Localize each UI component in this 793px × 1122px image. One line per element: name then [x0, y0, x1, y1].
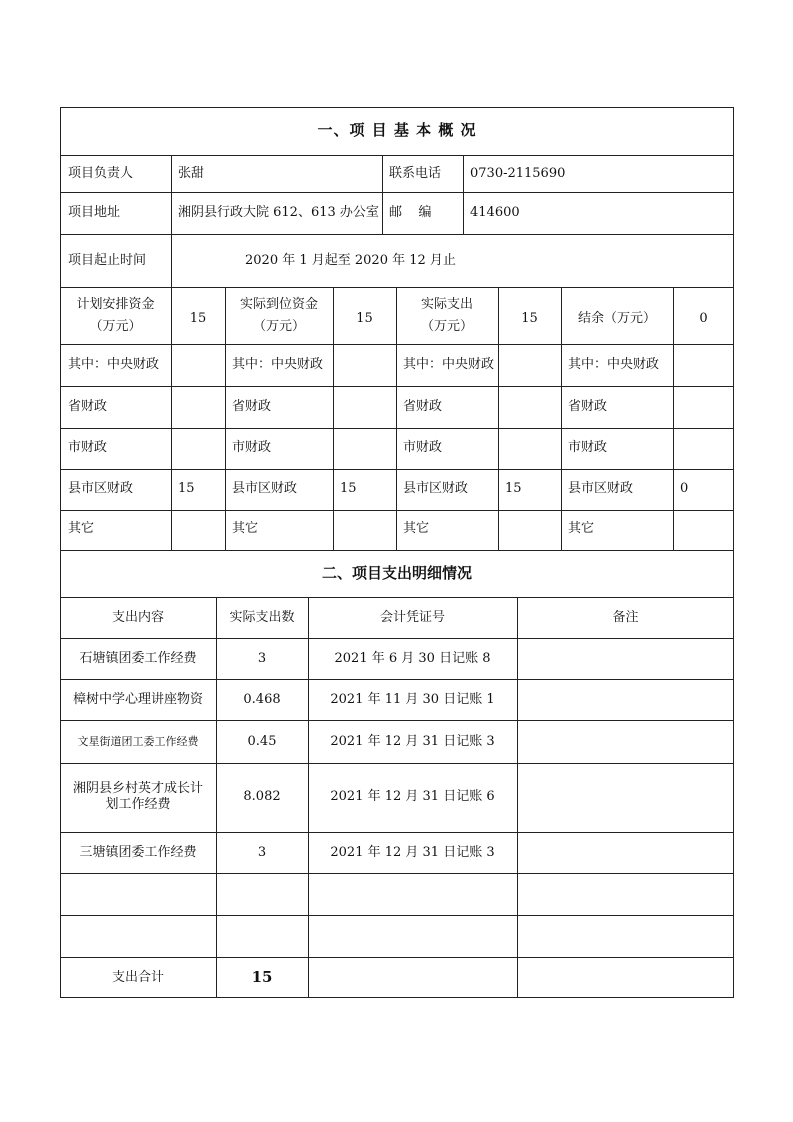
- rule: [60, 234, 734, 235]
- rule: [60, 597, 734, 598]
- expense-voucher: 2021 年 12 月 31 日记账 3: [330, 845, 495, 860]
- rule: [60, 469, 734, 470]
- breakdown-label-county: 县市区财政: [68, 481, 134, 496]
- section-title-details: 二、项目支出明细情况: [321, 564, 472, 582]
- rule: [60, 155, 734, 156]
- rule: [60, 550, 734, 551]
- county-actual-value: 15: [340, 481, 357, 496]
- actual-funds-value: 15: [356, 311, 373, 326]
- rule: [517, 597, 518, 998]
- county-planned-value: 15: [178, 481, 195, 496]
- address-label: 项目地址: [68, 205, 121, 220]
- breakdown-label-other: 其它: [68, 521, 95, 536]
- address-value: 湘阴县行政大院 612、613 办公室: [178, 205, 379, 220]
- balance-label: 结余（万元）: [577, 311, 656, 326]
- expense-amount: 0.468: [243, 692, 281, 707]
- period-label: 项目起止时间: [68, 253, 147, 268]
- header-amount: 实际支出数: [229, 610, 295, 625]
- header-content: 支出内容: [111, 610, 164, 625]
- breakdown-label-other: 其它: [403, 521, 430, 536]
- manager-label: 项目负责人: [68, 166, 134, 181]
- phone-value: 0730-2115690: [470, 166, 566, 181]
- rule: [60, 510, 734, 511]
- breakdown-label-central: 其中：中央财政: [232, 357, 324, 372]
- breakdown-label-other: 其它: [568, 521, 595, 536]
- period-value: 2020 年 1 月起至 2020 年 12 月止: [245, 253, 456, 268]
- rule: [60, 344, 734, 345]
- expense-voucher: 2021 年 6 月 30 日记账 8: [334, 651, 491, 666]
- breakdown-label-province: 省财政: [403, 399, 443, 414]
- expense-voucher: 2021 年 11 月 30 日记账 1: [330, 692, 495, 707]
- county-balance-value: 0: [680, 481, 689, 496]
- expense-voucher: 2021 年 12 月 31 日记账 6: [330, 789, 495, 804]
- expense-amount: 3: [257, 651, 267, 666]
- breakdown-label-city: 市财政: [68, 440, 108, 455]
- breakdown-label-central: 其中：中央财政: [68, 357, 160, 372]
- rule: [60, 386, 734, 387]
- breakdown-label-province: 省财政: [232, 399, 272, 414]
- expense-amount: 3: [257, 845, 267, 860]
- manager-value: 张甜: [178, 166, 205, 181]
- rule: [463, 155, 464, 235]
- breakdown-label-province: 省财政: [568, 399, 608, 414]
- expense-content: 石塘镇团委工作经费: [79, 651, 197, 666]
- project-table: [60, 107, 734, 998]
- actual-funds-label: 实际到位资金 （万元）: [239, 297, 318, 334]
- expense-voucher: 2021 年 12 月 31 日记账 3: [330, 734, 495, 749]
- planned-funds-label: 计划安排资金 （万元）: [76, 297, 155, 334]
- expense-content: 樟树中学心理讲座物资: [72, 692, 203, 707]
- breakdown-label-central: 其中：中央财政: [403, 357, 495, 372]
- expense-content: 湘阴县乡村英才成长计 划工作经费: [72, 781, 203, 812]
- breakdown-label-county: 县市区财政: [403, 481, 469, 496]
- rule: [60, 720, 734, 721]
- rule: [60, 832, 734, 833]
- breakdown-label-city: 市财政: [568, 440, 608, 455]
- header-voucher: 会计凭证号: [379, 610, 445, 625]
- expense-content: 文星街道团工委工作经费: [77, 735, 199, 748]
- county-spent-value: 15: [505, 481, 522, 496]
- rule: [382, 155, 383, 235]
- balance-value: 0: [699, 311, 708, 326]
- rule: [60, 873, 734, 874]
- expense-amount: 0.45: [247, 734, 277, 749]
- rule: [60, 287, 734, 288]
- planned-funds-value: 15: [189, 311, 207, 326]
- rule: [60, 192, 734, 193]
- rule: [60, 428, 734, 429]
- breakdown-label-city: 市财政: [403, 440, 443, 455]
- rule: [60, 638, 734, 639]
- rule: [60, 957, 734, 958]
- rule: [171, 155, 172, 288]
- header-note: 备注: [612, 610, 639, 625]
- total-value: 15: [251, 968, 273, 986]
- rule: [60, 915, 734, 916]
- postcode-label: 邮 编: [389, 205, 432, 220]
- total-label: 支出合计: [111, 970, 164, 985]
- expense-content: 三塘镇团委工作经费: [79, 845, 197, 860]
- spent-label: 实际支出 （万元）: [420, 297, 473, 334]
- breakdown-label-central: 其中：中央财政: [568, 357, 660, 372]
- breakdown-label-county: 县市区财政: [568, 481, 634, 496]
- section-title-basic: 一、项 目 基 本 概 况: [317, 121, 477, 139]
- breakdown-label-province: 省财政: [68, 399, 108, 414]
- postcode-value: 414600: [470, 205, 520, 220]
- breakdown-label-county: 县市区财政: [232, 481, 298, 496]
- rule: [60, 679, 734, 680]
- phone-label: 联系电话: [389, 166, 442, 181]
- expense-amount: 8.082: [243, 789, 281, 804]
- spent-value: 15: [521, 311, 538, 326]
- breakdown-label-other: 其它: [232, 521, 259, 536]
- breakdown-label-city: 市财政: [232, 440, 272, 455]
- rule: [60, 763, 734, 764]
